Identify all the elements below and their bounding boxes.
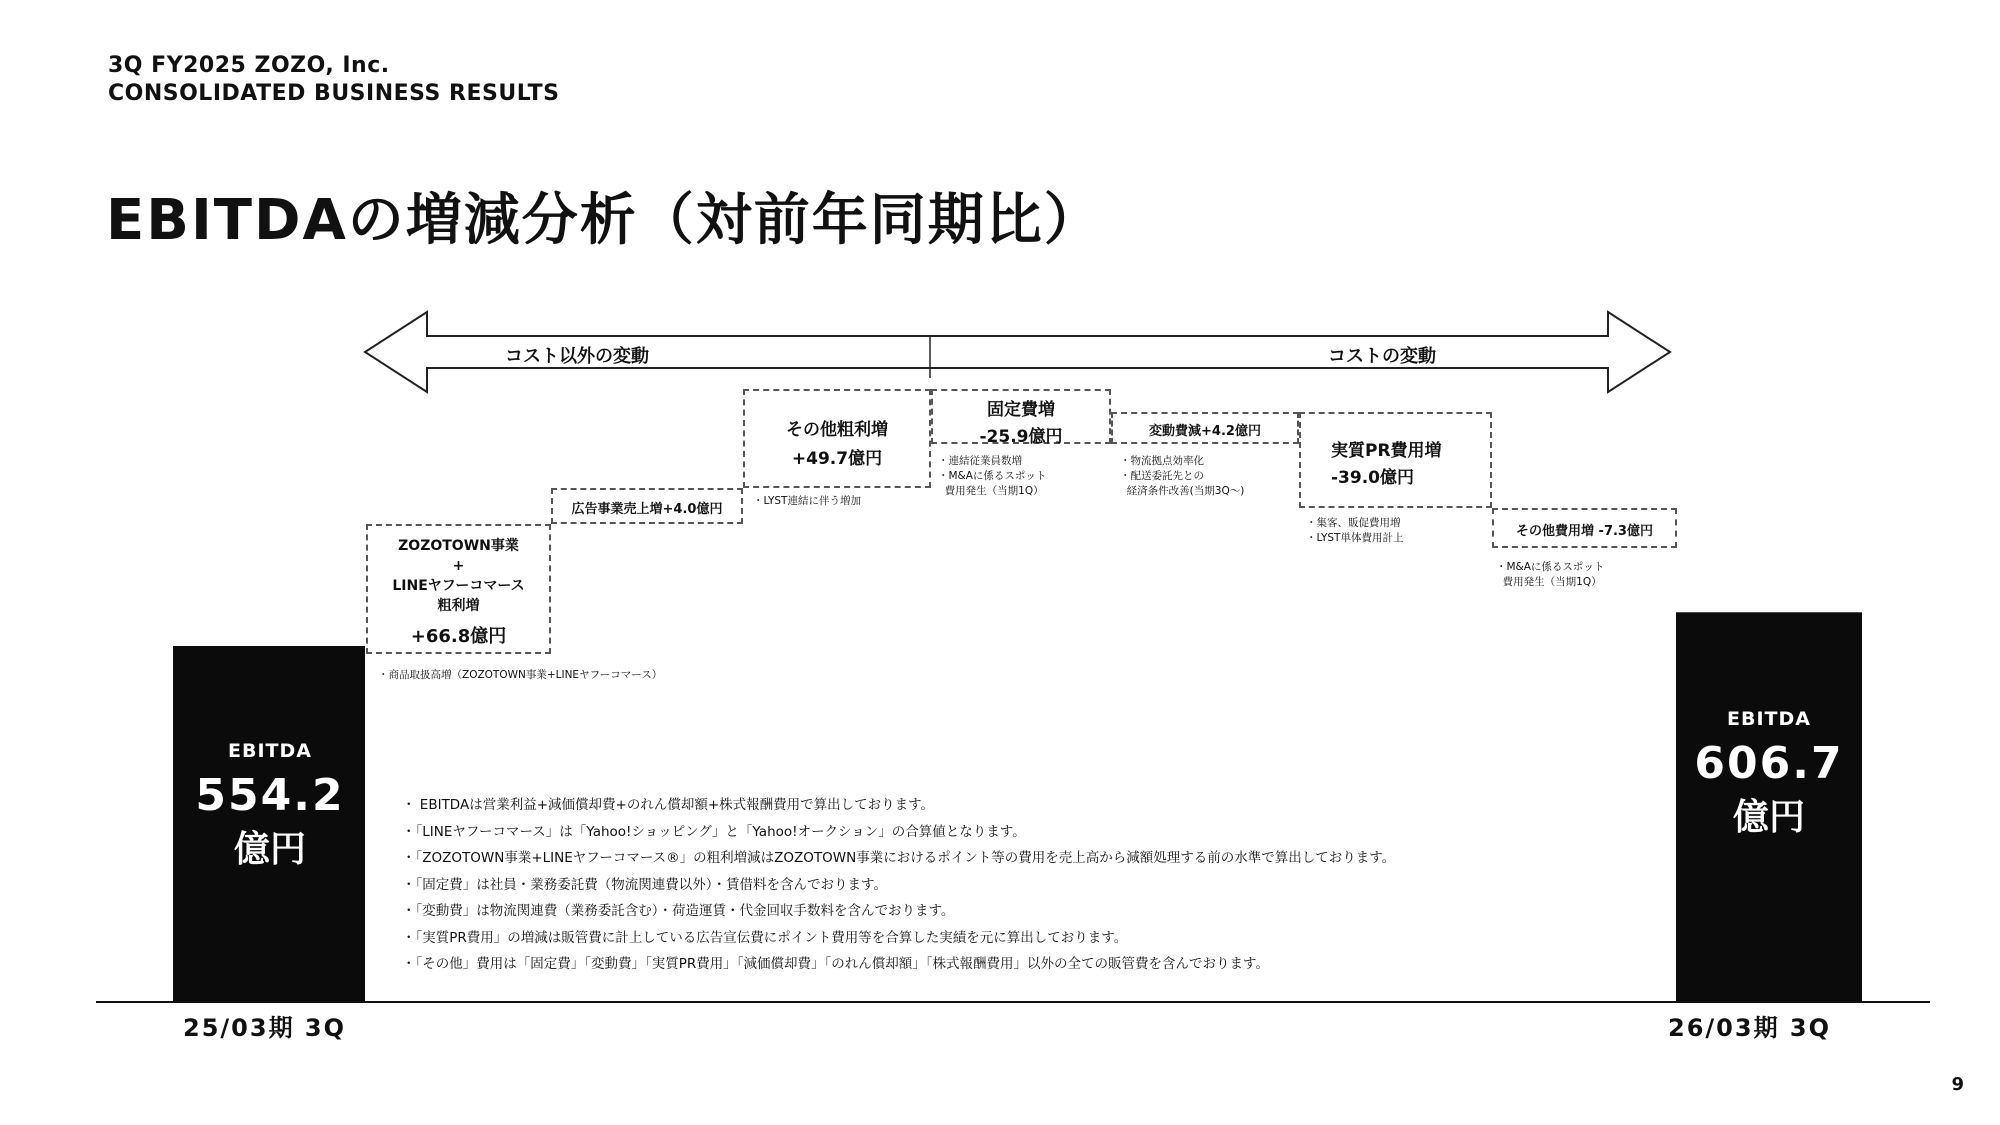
step-value-other-cost: -7.3億円 — [1598, 524, 1653, 539]
end-bar-metric: EBITDA — [1727, 708, 1811, 730]
step-label-pr: 実質PR費用増 — [1331, 441, 1442, 461]
start-bar-labels — [174, 740, 366, 872]
start-bar-unit: 億円 — [233, 829, 306, 870]
company-line-1: 3Q FY2025 ZOZO, Inc. — [108, 53, 390, 78]
footnote-1: ・ EBITDAは営業利益+減価償却費+のれん償却額+株式報酬費用で算出しております。 — [402, 797, 935, 813]
step-label-ad: 広告事業売上増 — [571, 502, 663, 517]
page-title: EBITDAの増減分析（対前年同期比） — [106, 188, 1102, 253]
footnote-4: ・「固定費」は社員・業務委託費（物流関連費以外）・賃借料を含んでおります。 — [402, 876, 887, 893]
step-value-variable: +4.2億円 — [1201, 424, 1261, 439]
end-bar-unit: 億円 — [1732, 797, 1805, 838]
step-box-zozotown — [366, 524, 551, 654]
end-period-label: 26/03期 3Q — [1668, 1014, 1832, 1042]
company-line-2: CONSOLIDATED BUSINESS RESULTS — [108, 81, 560, 106]
step-note-other-gross: ・LYST連結に伴う増加 — [753, 495, 861, 507]
step-label-other-cost: その他費用増 — [1516, 524, 1595, 539]
step-box-fixed — [931, 389, 1111, 447]
step-value-pr: -39.0億円 — [1331, 468, 1414, 488]
step-label-fixed: 固定費増 — [987, 400, 1055, 420]
end-bar-value: 606.7 — [1694, 738, 1844, 789]
footnotes — [402, 792, 1395, 978]
footnote-6: ・「実質PR費用」の増減は販管費に計上している広告宣伝費にポイント費用等を合算した実績を元に算出しております。 — [402, 929, 1128, 946]
start-bar-value: 554.2 — [195, 770, 345, 821]
step-note-fixed: ・連結従業員数増 ・M&Aに係るスポット 費用発生（当期1Q） — [938, 455, 1047, 497]
footnote-7: ・「その他」費用は「固定費」「変動費」「実質PR費用」「減価償却費」「のれん償却額」「株式報酬費用」以外の全ての販管費を含んでおります。 — [402, 956, 1269, 972]
step-note-zozotown: ・商品取扱高増（ZOZOTOWN事業+LINEヤフーコマース） — [378, 669, 663, 681]
step-value-zozotown: +66.8億円 — [410, 626, 507, 647]
page-number: 9 — [1951, 1074, 1964, 1095]
step-box-pr — [1299, 412, 1492, 508]
start-bar-metric: EBITDA — [228, 740, 312, 762]
footnote-3: ・「ZOZOTOWN事業+LINEヤフーコマース®」の粗利増減はZOZOTOWN事業におけるポイント等の費用を売上高から減額処理する前の水準で算出しております。 — [402, 850, 1396, 866]
step-label-other-gross: その他粗利増 — [786, 420, 888, 440]
arrow-label-right: コストの変動 — [1328, 346, 1436, 367]
step-label-zozotown: ZOZOTOWN事業 + LINEヤフーコマース 粗利増 — [392, 538, 525, 614]
step-box-other-gross — [743, 389, 931, 488]
step-note-pr: ・集客、販促費用増 ・LYST単体費用計上 — [1306, 517, 1404, 544]
step-box-ad — [551, 488, 743, 524]
step-value-other-gross: +49.7億円 — [791, 449, 883, 469]
arrow-label-left: コスト以外の変動 — [505, 346, 649, 367]
step-box-variable — [1111, 412, 1299, 444]
footnote-5: ・「変動費」は物流関連費（業務委託含む）・荷造運賃・代金回収手数料を含んでおります。 — [402, 903, 955, 919]
step-value-ad: +4.0億円 — [662, 502, 723, 517]
step-value-fixed: -25.9億円 — [979, 427, 1063, 447]
footnote-2: ・「LINEヤフーコマース」は「Yahoo!ショッピング」と「Yahoo!オークション」の合算値となります。 — [402, 823, 1026, 840]
step-box-other-cost — [1492, 508, 1677, 548]
start-period-label: 25/03期 3Q — [183, 1014, 347, 1042]
end-bar-labels — [1676, 708, 1862, 840]
step-label-variable: 変動費減 — [1149, 424, 1202, 439]
step-note-other-cost: ・M&Aに係るスポット 費用発生（当期1Q） — [1496, 561, 1605, 588]
step-note-variable: ・物流拠点効率化 ・配送委託先との 経済条件改善(当期3Q〜) — [1120, 455, 1245, 497]
